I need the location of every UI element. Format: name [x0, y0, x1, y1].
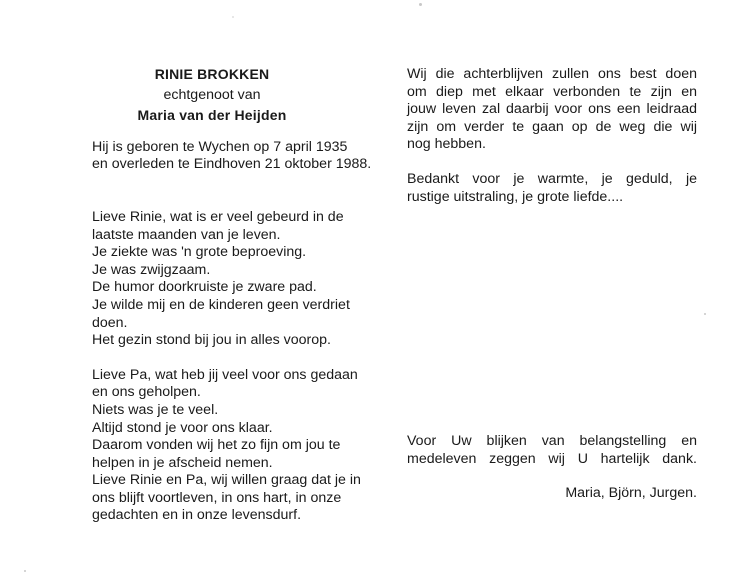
text-line: Lieve Pa, wat heb jij veel voor ons gedaan [92, 366, 358, 383]
text-line: Wij die achterblijven zullen ons best doen [407, 66, 697, 82]
text-line: nog hebben. [407, 136, 486, 153]
scan-speck [232, 16, 234, 18]
text-line: om diep met elkaar verbonden te zijn en [407, 83, 697, 100]
text-line: Altijd stond je voor ons klaar. [92, 419, 273, 436]
birth-line: Hij is geboren te Wychen op 7 april 1935 [92, 138, 348, 155]
text-line: ons blijft voortleven, in ons hart, in onze [92, 489, 342, 506]
paragraph-lieve-rinie [92, 208, 350, 350]
paragraph-lieve-pa [92, 366, 361, 525]
signature: Maria, Björn, Jurgen. [565, 485, 697, 502]
text-line: en ons geholpen. [92, 384, 201, 401]
text-line: jouw leven zal daarbij voor ons een leidraad [407, 101, 697, 118]
text-line: medeleven zeggen wij U hartelijk dank. [407, 450, 697, 467]
text-line: gedachten en in onze levensdurf. [92, 507, 302, 524]
text-line: Lieve Rinie, wat is er veel gebeurd in de [92, 208, 344, 225]
text-line: doen. [92, 314, 128, 331]
spouse-name: Maria van der Heijden [137, 107, 287, 124]
thanks-block [407, 433, 697, 468]
text-line: rustige uitstraling, je grote liefde.... [407, 188, 624, 205]
scan-speck [24, 570, 26, 572]
death-line: en overleden te Eindhoven 21 oktober 1988. [92, 156, 372, 173]
birth-death-block [92, 138, 372, 174]
relation-text: echtgenoot van [163, 86, 261, 103]
paragraph-bedankt [407, 171, 697, 206]
left-column [92, 66, 372, 525]
text-line: Je was zwijgzaam. [92, 261, 211, 278]
text-line: Je wilde mij en de kinderen geen verdriet [92, 296, 350, 313]
text-line: zijn om verder te gaan op de weg die wij [407, 118, 697, 135]
text-line: Voor Uw blijken van belangstelling en [407, 433, 697, 450]
scan-speck [419, 3, 422, 6]
paragraph-achterblijven [407, 66, 697, 154]
scan-speck [704, 313, 706, 315]
text-line: Het gezin stond bij jou in alles voorop. [92, 332, 331, 349]
text-line: De humor doorkruiste je zware pad. [92, 279, 317, 296]
text-line: laatste maanden van je leven. [92, 226, 281, 243]
deceased-name: RINIE BROKKEN [154, 66, 270, 82]
text-line: helpen in je afscheid nemen. [92, 454, 273, 471]
text-line: Niets was je te veel. [92, 401, 219, 418]
text-line: Daarom vonden wij het zo fijn om jou te [92, 437, 341, 454]
text-line: Je ziekte was 'n grote beproeving. [92, 244, 307, 261]
text-line: Lieve Rinie en Pa, wij willen graag dat je in [92, 472, 361, 489]
right-column [407, 66, 697, 503]
text-line: Bedankt voor je warmte, je geduld, je [407, 170, 697, 187]
